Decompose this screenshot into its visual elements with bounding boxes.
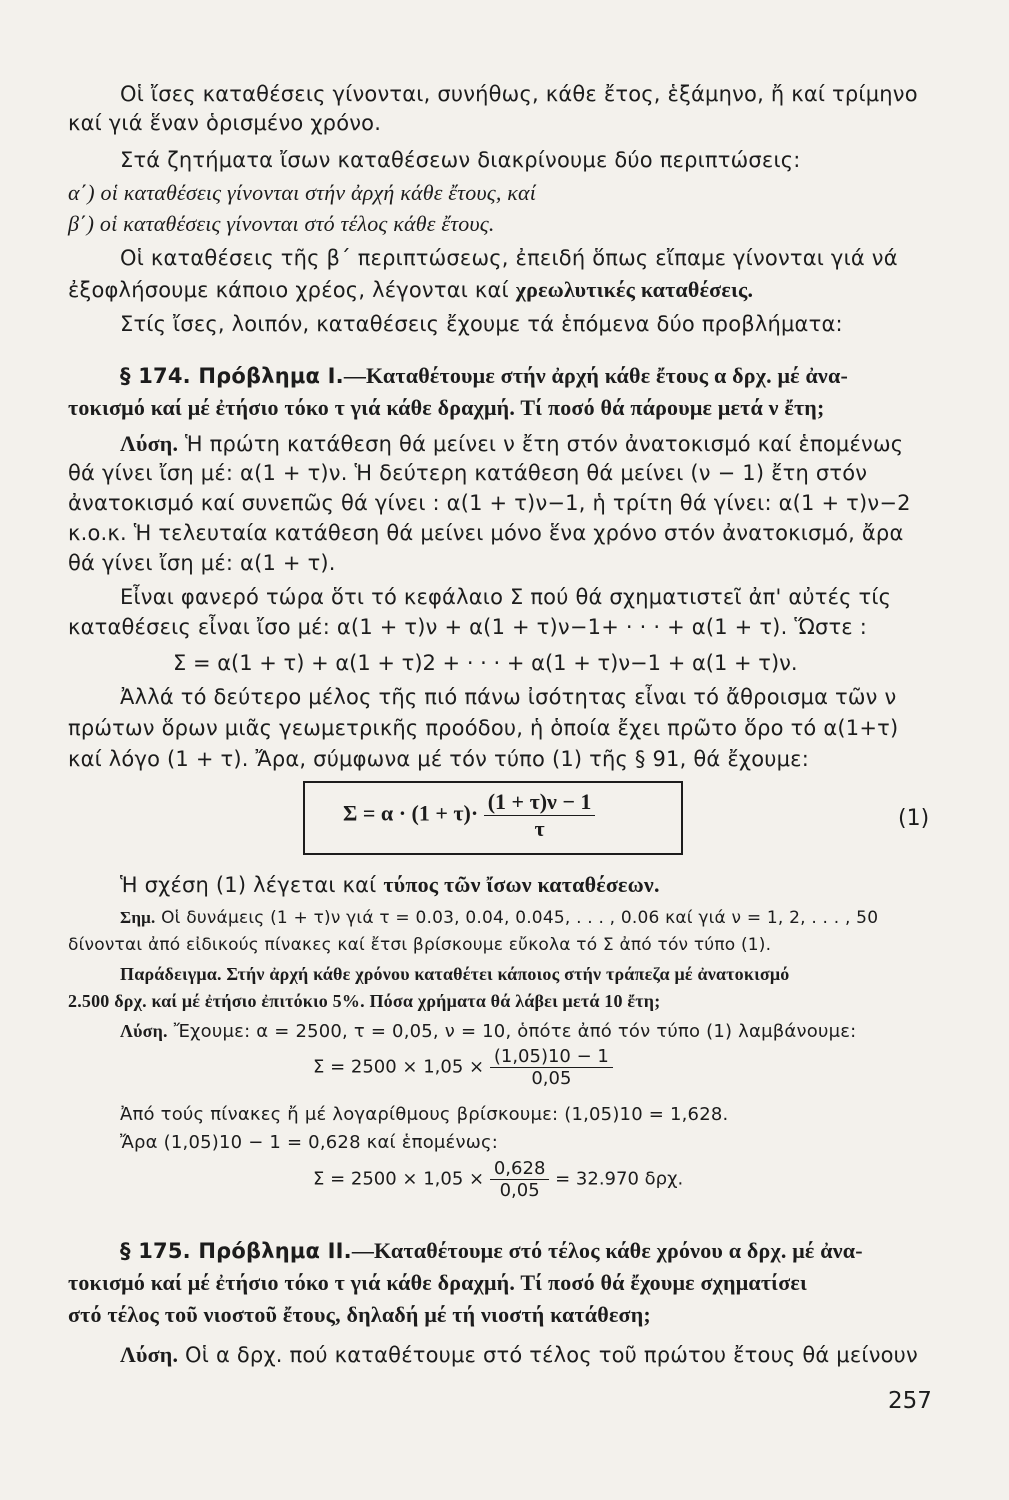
example-formula-2 xyxy=(313,1158,683,1201)
case-a: α΄) οἱ καταθέσεις γίνονται στήν ἀρχή κάθε ἔτους, καί xyxy=(68,180,537,205)
example-line: Παράδειγμα. Στήν ἀρχή κάθε χρόνου καταθέτει κάποιος στήν τράπεζα μέ ἀνατοκισμό xyxy=(120,964,790,984)
solution-line xyxy=(120,1342,918,1368)
page-number: 257 xyxy=(888,1388,932,1414)
example-solution-line xyxy=(120,1021,856,1042)
paragraph-line: Οἱ καταθέσεις τῆς β΄ περιπτώσεως, ἐπειδή ὅπως εἴπαμε γίνονται γιά νά xyxy=(120,246,898,270)
paragraph-line: Στά ζητήματα ἴσων καταθέσεων διακρίνουμε δύο περιπτώσεις: xyxy=(120,148,801,172)
formula-fraction xyxy=(490,1158,550,1201)
equation-number: (1) xyxy=(898,806,930,831)
solution-text: Ἡ πρώτη κατάθεση θά μείνει ν ἔτη στόν ἀνατοκισμό καί ἑπομένως xyxy=(185,432,904,456)
fraction-denominator: τ xyxy=(534,816,545,841)
solution-line: Εἶναι φανερό τώρα ὅτι τό κεφάλαιο Σ πού θά σχηματιστεῖ ἀπ' αὐτές τίς xyxy=(120,585,892,609)
fraction-denominator: 0,05 xyxy=(531,1068,572,1089)
example-line: Ἄρα (1,05)10 − 1 = 0,628 καί ἑπομένως: xyxy=(120,1132,499,1153)
sum-formula: Σ = α(1 + τ) + α(1 + τ)2 + · · · + α(1 + τ)ν−1 + α(1 + τ)ν. xyxy=(173,651,798,675)
section-title-line: τοκισμό καί μέ ἐτήσιο τόκο τ γιά κάθε δραχμή. Τί ποσό θά ἔχουμε σχηματίσει xyxy=(68,1270,807,1295)
term-bold: χρεωλυτικές καταθέσεις. xyxy=(515,277,754,302)
solution-line: ἀνατοκισμό καί συνεπῶς θά γίνει : α(1 + τ)ν−1, ἡ τρίτη θά γίνει: α(1 + τ)ν−2 xyxy=(68,491,911,515)
note-text: Οἱ δυνάμεις (1 + τ)ν γιά τ = 0.03, 0.04, 0.045, . . . , 0.06 καί γιά ν = 1, 2, . . . , 50 xyxy=(161,908,879,928)
formula-fraction xyxy=(490,1046,613,1089)
example-line: Ἀπό τούς πίνακες ἤ μέ λογαρίθμους βρίσκουμε: (1,05)10 = 1,628. xyxy=(120,1104,729,1125)
solution-line: θά γίνει ἴση μέ: α(1 + τ). xyxy=(68,551,336,575)
note-line xyxy=(120,908,878,928)
paragraph-line: Στίς ἴσες, λοιπόν, καταθέσεις ἔχουμε τά ἑπόμενα δύο προβλήματα: xyxy=(120,312,843,336)
formula-left: Σ = 2500 × 1,05 × xyxy=(313,1168,485,1190)
note-label: Σημ. xyxy=(120,908,156,927)
solution-line: καί λόγο (1 + τ). Ἄρα, σύμφωνα μέ τόν τύπο (1) τῆς § 91, θά ἔχουμε: xyxy=(68,747,809,771)
case-b: β΄) οἱ καταθέσεις γίνονται στό τέλος κάθε ἔτους. xyxy=(68,211,495,236)
paragraph-text: ἐξοφλήσουμε κάποιο χρέος, λέγονται καί xyxy=(68,278,516,302)
note-line: δίνονται ἀπό εἰδικούς πίνακες καί ἔτσι βρίσκουμε εὔκολα τό Σ ἀπό τόν τύπο (1). xyxy=(68,935,772,955)
example-line: 2.500 δρχ. καί μέ ἐτήσιο ἐπιτόκιο 5%. Πόσα χρήματα θά λάβει μετά 10 ἔτη; xyxy=(68,991,661,1011)
relation-line xyxy=(120,872,660,898)
section-175-heading xyxy=(120,1238,863,1264)
section-number: § 175. Πρόβλημα ΙΙ. xyxy=(120,1239,352,1263)
section-title: —Καταθέτουμε στό τέλος κάθε χρόνου α δρχ. μέ ἀνα- xyxy=(351,1238,863,1263)
solution-line: κ.ο.κ. Ἡ τελευταία κατάθεση θά μείνει μόνο ἕνα χρόνο στόν ἀνατοκισμό, ἄρα xyxy=(68,521,904,545)
solution-line xyxy=(120,431,903,457)
example-solution-text: Ἔχουμε: α = 2500, τ = 0,05, ν = 10, ὁπότε ἀπό τόν τύπο (1) λαμβάνουμε: xyxy=(173,1021,857,1042)
fraction-numerator: 0,628 xyxy=(490,1158,550,1180)
solution-line: πρώτων ὅρων μιᾶς γεωμετρικῆς προόδου, ἡ ὁποία ἔχει πρῶτο ὅρο τό α(1+τ) xyxy=(68,716,899,740)
paragraph-line: Οἱ ἴσες καταθέσεις γίνονται, συνήθως, κάθε ἔτος, ἑξάμηνο, ἤ καί τρίμηνο xyxy=(120,82,918,106)
section-title-line: τοκισμό καί μέ ἐτήσιο τόκο τ γιά κάθε δραχμή. Τί ποσό θά πάρουμε μετά ν ἔτη; xyxy=(68,395,825,420)
solution-text: Οἱ α δρχ. πού καταθέτουμε στό τέλος τοῦ πρώτου ἔτους θά μείνουν xyxy=(185,1343,918,1367)
formula-result: = 32.970 δρχ. xyxy=(555,1168,684,1190)
example-formula-1 xyxy=(313,1046,613,1089)
section-number: § 174. Πρόβλημα Ι. xyxy=(120,364,344,388)
solution-line: καταθέσεις εἶναι ἴσο μέ: α(1 + τ)ν + α(1 + τ)ν−1+ · · · + α(1 + τ). Ὥστε : xyxy=(68,615,867,639)
section-174-heading xyxy=(120,363,848,389)
fraction-denominator: 0,05 xyxy=(499,1180,540,1201)
example-solution-label: Λύση. xyxy=(120,1021,168,1041)
solution-line: θά γίνει ἴση μέ: α(1 + τ)ν. Ἡ δεύτερη κατάθεση θά μείνει (ν − 1) ἔτη στόν xyxy=(68,461,868,485)
section-title-line: στό τέλος τοῦ νιοστοῦ ἔτους, δηλαδή μέ τή νιοστή κατάθεση; xyxy=(68,1302,651,1327)
boxed-formula xyxy=(303,781,683,855)
fraction-numerator: (1,05)10 − 1 xyxy=(490,1046,613,1068)
formula-left: Σ = 2500 × 1,05 × xyxy=(313,1056,485,1078)
fraction-numerator: (1 + τ)ν − 1 xyxy=(484,789,596,816)
solution-line: Ἀλλά τό δεύτερο μέλος τῆς πιό πάνω ἰσότητας εἶναι τό ἄθροισμα τῶν ν xyxy=(120,685,897,709)
solution-label: Λύση. xyxy=(120,431,179,456)
section-title: —Καταθέτουμε στήν ἀρχή κάθε ἔτους α δρχ. μέ ἀνα- xyxy=(343,363,848,388)
paragraph-line: καί γιά ἕναν ὁρισμένο χρόνο. xyxy=(68,111,382,135)
solution-label: Λύση. xyxy=(120,1342,179,1367)
relation-term: τύπος τῶν ἴσων καταθέσεων. xyxy=(383,872,660,897)
formula-content xyxy=(343,789,595,842)
paragraph-line xyxy=(68,277,753,303)
relation-text: Ἡ σχέση (1) λέγεται καί xyxy=(120,873,384,897)
formula-fraction xyxy=(484,789,596,842)
formula-left: Σ = α · (1 + τ)· xyxy=(343,800,479,826)
